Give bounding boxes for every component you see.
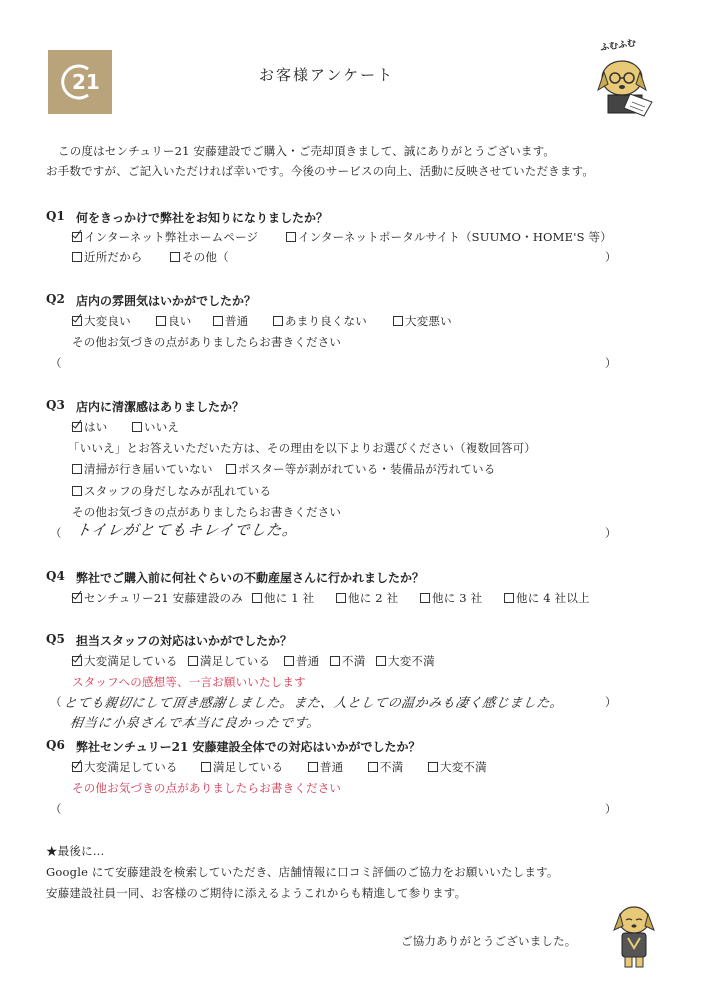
q6-option-normal[interactable] [308,759,343,775]
checkbox-checked-icon [72,593,82,603]
q4-question: 弊社でご購入前に何社ぐらいの不動産屋さんに行かれましたか？ [76,571,425,585]
option-label: 普通 [320,760,344,774]
q6-label: Q6 [46,738,65,752]
q2-option-very-good[interactable] [72,313,131,329]
q5-question: 担当スタッフの対応はいかがでしたか？ [76,634,293,648]
checkbox-icon [188,656,198,666]
q3-label: Q3 [46,398,65,412]
checkbox-icon [72,252,82,262]
q5-option-normal[interactable] [284,653,319,669]
mascot-caption: ふむふむ [599,38,637,54]
dog-mascot-icon [590,50,660,120]
checkbox-icon [273,316,283,326]
option-label: 大変不満 [388,654,435,668]
q5-option-satisfied[interactable] [188,653,270,669]
q1-option-nearby[interactable] [72,249,143,265]
option-label: スタッフの身だしなみが乱れている [84,484,272,498]
option-label: 満足している [213,760,284,774]
checkbox-icon [170,252,180,262]
checkbox-icon [72,464,82,474]
checkbox-icon [376,656,386,666]
checkbox-icon [428,762,438,772]
mascot-bowing-illustration [606,900,662,970]
q5-label: Q5 [46,632,65,646]
checkbox-icon [286,232,296,242]
q6-option-very-dissatisfied[interactable] [428,759,487,775]
q3-close-paren: ） [605,526,617,540]
option-label: 大変満足している [84,654,178,668]
q6-option-very-satisfied[interactable] [72,759,178,775]
option-label: 不満 [380,760,404,774]
q5-handwritten-line-2: 相当に小泉さんで本当に良かったです。 [68,716,322,731]
q4-option-one-other[interactable] [252,590,314,606]
page-title: お客様アンケート [259,66,395,84]
q6-comment-prompt: その他お気づきの点がありましたらお書きください [72,781,342,795]
q3-reason-appearance[interactable] [72,483,271,499]
closing-line-2: 安藤建設社員一同、お客様のご期待に添えるようこれからも精進して参ります。 [46,886,467,900]
q5-option-very-satisfied[interactable] [72,653,178,669]
q3-reason-cleaning[interactable] [72,461,213,477]
q5-comment-prompt: スタッフへの感想等、一言お願いいたします [72,675,306,689]
option-label: 他に 3 社 [432,591,483,605]
checkbox-checked-icon [72,656,82,666]
mascot-reading-illustration [590,38,660,118]
q3-comment-prompt: その他お気づきの点がありましたらお書きください [72,505,342,519]
option-label: センチュリー21 安藤建設のみ [84,591,243,605]
intro-line-1: この度はセンチュリー21 安藤建設でご購入・ご売却頂きまして、誠にありがとうございます。 [58,144,556,158]
q5-open-paren: （ [50,695,62,709]
q5-handwritten-line-1: とても親切にして頂き感謝しました。また、人としての温かみも凄く感じました。 [62,696,565,711]
q1-option-portal[interactable] [286,229,612,245]
option-label: 大変不満 [440,760,487,774]
checkbox-icon [368,762,378,772]
q4-option-only-us[interactable] [72,590,243,606]
q2-open-paren: （ [50,356,62,370]
q3-option-no[interactable] [132,419,179,435]
q1-label: Q1 [46,209,65,223]
q2-close-paren: ） [605,356,617,370]
closing-line-1: Google にて安藤建設を検索していただき、店舗情報に口コミ評価のご協力をお願いいたします。 [46,865,559,879]
checkbox-checked-icon [72,422,82,432]
option-label: 他に 4 社以上 [516,591,590,605]
checkbox-icon [132,422,142,432]
q4-option-two-others[interactable] [336,590,398,606]
q4-option-three-others[interactable] [420,590,482,606]
checkbox-icon [252,593,262,603]
q4-option-four-plus[interactable] [504,590,590,606]
option-label: 大変満足している [84,760,178,774]
checkbox-icon [213,316,223,326]
option-label: インターネット弊社ホームページ [84,230,259,244]
q3-question: 店内に清潔感はありましたか？ [76,400,245,414]
q2-option-not-good[interactable] [273,313,367,329]
checkbox-checked-icon [72,232,82,242]
q6-option-dissatisfied[interactable] [368,759,403,775]
option-label: 普通 [225,314,249,328]
q2-option-normal[interactable] [213,313,248,329]
closing-heading: ★最後に… [46,844,105,858]
checkbox-icon [504,593,514,603]
checkbox-checked-icon [72,762,82,772]
option-label: 清掃が行き届いていない [84,462,213,476]
thanks-message: ご協力ありがとうございました。 [401,934,577,948]
q5-option-dissatisfied[interactable] [330,653,365,669]
q2-option-very-bad[interactable] [393,313,452,329]
q1-option-homepage[interactable] [72,229,258,245]
checkbox-icon [308,762,318,772]
q4-label: Q4 [46,569,65,583]
option-label: 良い [168,314,192,328]
q3-followup: 「いいえ」とお答えいただいた方は、その理由を以下よりお選びください（複数回答可） [68,441,536,455]
q3-handwritten-comment: トイレがとてもキレイでした。 [74,521,300,539]
option-label: 他に 1 社 [264,591,315,605]
checkbox-checked-icon [72,316,82,326]
q1-question: 何をきっかけで弊社をお知りになりましたか？ [76,211,329,225]
option-label: ポスター等が剥がれている・装備品が汚れている [238,462,496,476]
logo-text: 21 [72,70,100,94]
q3-open-paren: （ [50,526,62,540]
checkbox-icon [420,593,430,603]
intro-line-2: お手数ですが、ご記入いただければ幸いです。今後のサービスの向上、活動に反映させていただきます。 [46,164,595,178]
q5-close-paren: ） [605,695,617,709]
q2-comment-prompt: その他お気づきの点がありましたらお書きください [72,335,342,349]
checkbox-icon [336,593,346,603]
q6-open-paren: （ [50,802,62,816]
q3-option-yes[interactable] [72,419,107,435]
option-label: はい [84,420,108,434]
q3-reason-posters[interactable] [226,461,495,477]
checkbox-icon [393,316,403,326]
checkbox-icon [201,762,211,772]
option-label: インターネットポータルサイト（SUUMO・HOME'S 等） [298,230,612,244]
q6-question: 弊社センチュリー21 安藤建設全体での対応はいかがでしたか？ [76,740,421,754]
century21-logo [48,50,112,114]
q2-label: Q2 [46,292,65,306]
option-label: 他に 2 社 [348,591,399,605]
option-label: いいえ [144,420,180,434]
q6-option-satisfied[interactable] [201,759,283,775]
option-label: 大変良い [84,314,131,328]
option-label: 不満 [342,654,366,668]
option-label: 近所だから [84,250,143,264]
checkbox-icon [72,486,82,496]
q1-option-other[interactable] [170,249,229,265]
q6-close-paren: ） [605,802,617,816]
checkbox-icon [226,464,236,474]
q1-close-paren: ） [605,250,617,264]
q2-option-good[interactable] [156,313,191,329]
dog-mascot-bow-icon [606,900,662,970]
q5-option-very-dissatisfied[interactable] [376,653,435,669]
option-label: 満足している [200,654,271,668]
option-label: 大変悪い [405,314,452,328]
option-label: その他（ [182,250,229,264]
checkbox-icon [156,316,166,326]
q2-question: 店内の雰囲気はいかがでしたか？ [76,294,257,308]
checkbox-icon [284,656,294,666]
option-label: 普通 [296,654,320,668]
checkbox-icon [330,656,340,666]
option-label: あまり良くない [285,314,367,328]
